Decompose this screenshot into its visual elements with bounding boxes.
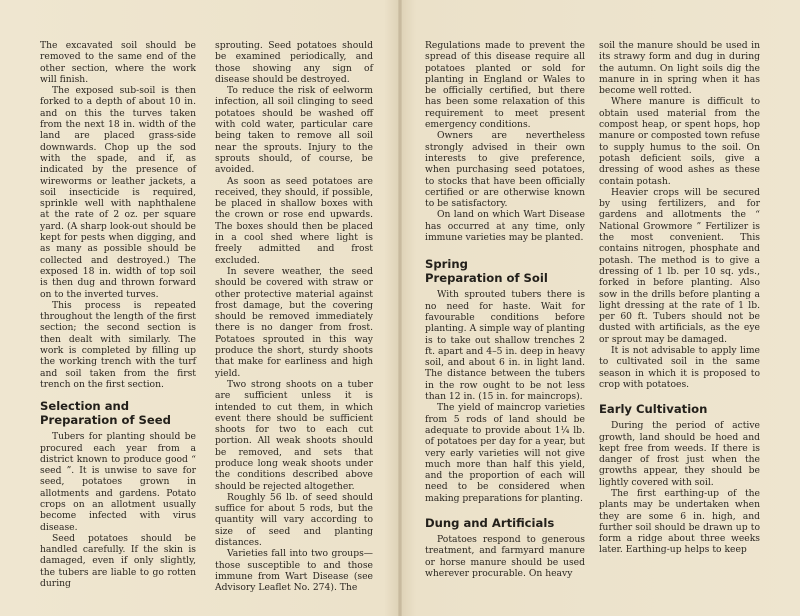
paragraph: Where manure is difficult to obtain used material from the compost heap, or spent hops, hop manure or composted town refuse to supply humus to the soil. On potash deficient soils, give a dressing of wood ashes as these contain potash. [599, 96, 760, 187]
paragraph: Roughly 56 lb. of seed should suffice for about 5 rods, but the quantity will vary according to size of seed and planting distances. [215, 491, 373, 549]
column-4 [599, 40, 760, 556]
paragraph: soil the manure should be used in its strawy form and dug in during the autumn. On light soils dig the manure in in spring when it has become well rotted. [599, 40, 760, 97]
paragraph: As soon as seed potatoes are received, they should, if possible, be placed in shallow boxes with the crown or rose end upwards. The boxes should then be placed in a cool shed where light is freely admitted and frost excluded. [215, 175, 373, 266]
paragraph: With sprouted tubers there is no need for haste. Wait for favourable conditions before planting. A simple way of planting is to take out shallow trenches 2 ft. apart and 4–5 in. deep in heavy soil, and about 6 in. in light land. The distance between the tubers in the row ought to be not less than 12 in. (15 in. for maincrops). [425, 289, 585, 403]
paragraph: Tubers for planting should be procured each year from a district known to produce good “ seed ”. It is unwise to save for seed, potatoes grown in allotments and gardens. Potato crops on an allotment usually become infected with virus disease. [40, 431, 196, 533]
section-heading-spring [425, 257, 585, 285]
column-1 [40, 40, 196, 589]
heading-line: Preparation of Seed [40, 413, 171, 428]
heading-line: Preparation of Soil [425, 271, 548, 286]
paragraph: The excavated soil should be removed to the same end of the other section, where the work will finish. [40, 40, 196, 85]
paragraph: In severe weather, the seed should be covered with straw or other protective material against frost damage, but the covering should be removed immediately there is no danger from frost. Potatoes sprouted in this way produce the short, sturdy shoots that make for earliness and high yield. [215, 265, 373, 379]
paragraph: It is not advisable to apply lime to cultivated soil in the same season in which it is proposed to crop with potatoes. [599, 345, 760, 390]
section-heading-early: Early Cultivation [599, 402, 708, 417]
paragraph: Two strong shoots on a tuber are sufficient unless it is intended to cut them, in which event there should be sufficient shoots for two to each cut portion. All weak shoots should be removed, and sets that produce long weak shoots under the conditions described above should be rejected altogether. [215, 378, 373, 492]
column-3 [425, 40, 585, 579]
paragraph: During the period of active growth, land should be hoed and kept free from weeds. If there is danger of frost just when the growths appear, they should be lightly covered with soil. [599, 420, 760, 488]
paragraph: To reduce the risk of eelworm infection, all soil clinging to seed potatoes should be washed off with cold water, particular care being taken to remove all soil near the sprouts. Injury to the sprouts should, of course, be avoided. [215, 85, 373, 176]
section-heading-seed [40, 399, 196, 427]
paragraph: Varieties fall into two groups—those susceptible to and those immune from Wart Disease (see Advisory Leaflet No. 274). The [215, 548, 373, 594]
paragraph: This process is repeated throughout the length of the first section; the second section is then dealt with similarly. The work is completed by filling up the working trench with the turf and soil taken from the first trench on the first section. [40, 299, 196, 390]
paragraph: sprouting. Seed potatoes should be examined periodically, and those showing any sign of disease should be destroyed. [215, 40, 373, 85]
paragraph: Owners are nevertheless strongly advised in their own interests to give preference, when purchasing seed potatoes, to stocks that have been officially certified or are otherwise known to be satisfactory. [425, 130, 585, 210]
section-heading-dung: Dung and Artificials [425, 515, 555, 530]
heading-line: Spring [425, 257, 468, 272]
paragraph: Seed potatoes should be handled carefully. If the skin is damaged, even if only slightly, the tubers are liable to go rotten during [40, 532, 196, 590]
paragraph: On land on which Wart Disease has occurred at any time, only immune varieties may be planted. [425, 209, 585, 244]
paragraph: Potatoes respond to generous treatment, and farmyard manure or horse manure should be used wherever procurable. On heavy [425, 533, 585, 579]
column-2 [215, 40, 373, 594]
paragraph: The yield of maincrop varieties from 5 rods of land should be adequate to provide about 1¼ lb. of potatoes per day for a year, but very early varieties will not give much more than half this yield, and the proportion of each will need to be considered when making preparations for planting. [425, 402, 585, 504]
paragraph: The exposed sub-soil is then forked to a depth of about 10 in. and on this the turves taken from the next 18 in. width of the land are placed grass-side downwards. Chop up the sod with the spade, and if, as indicated by the presence of wireworms or leather jackets, a soil insecticide is required, sprinkle well with naphthalene at the rate of 2 oz. per square yard. (A sharp look-out should be kept for pests when digging, and as many as possible should be collected and destroyed.) The exposed 18 in. width of top soil is then dug and thrown forward on to the inverted turves. [40, 85, 196, 300]
paragraph: Regulations made to prevent the spread of this disease require all potatoes planted or sold for planting in England or Wales to be officially certified, but there has been some relaxation of this requirement to meet present emergency conditions. [425, 40, 585, 131]
paragraph: Heavier crops will be secured by using fertilizers, and for gardens and allotments the “ National Growmore ” Fertilizer is the most convenient. This contains nitrogen, phosphate and potash. The method is to give a dressing of 1 lb. per 10 sq. yds., forked in before planting. Also sow in the drills before planting a light dressing at the rate of 1 lb. per 60 ft. Tubers should not be dusted with artificials, as the eye or sprout may be damaged. [599, 186, 760, 345]
heading-line: Selection and [40, 399, 130, 414]
page-fold [398, 0, 402, 616]
paragraph: The first earthing-up of the plants may be undertaken when they are some 6 in. high, and further soil should be drawn up to form a ridge about three weeks later. Earthing-up helps to keep [599, 487, 760, 556]
